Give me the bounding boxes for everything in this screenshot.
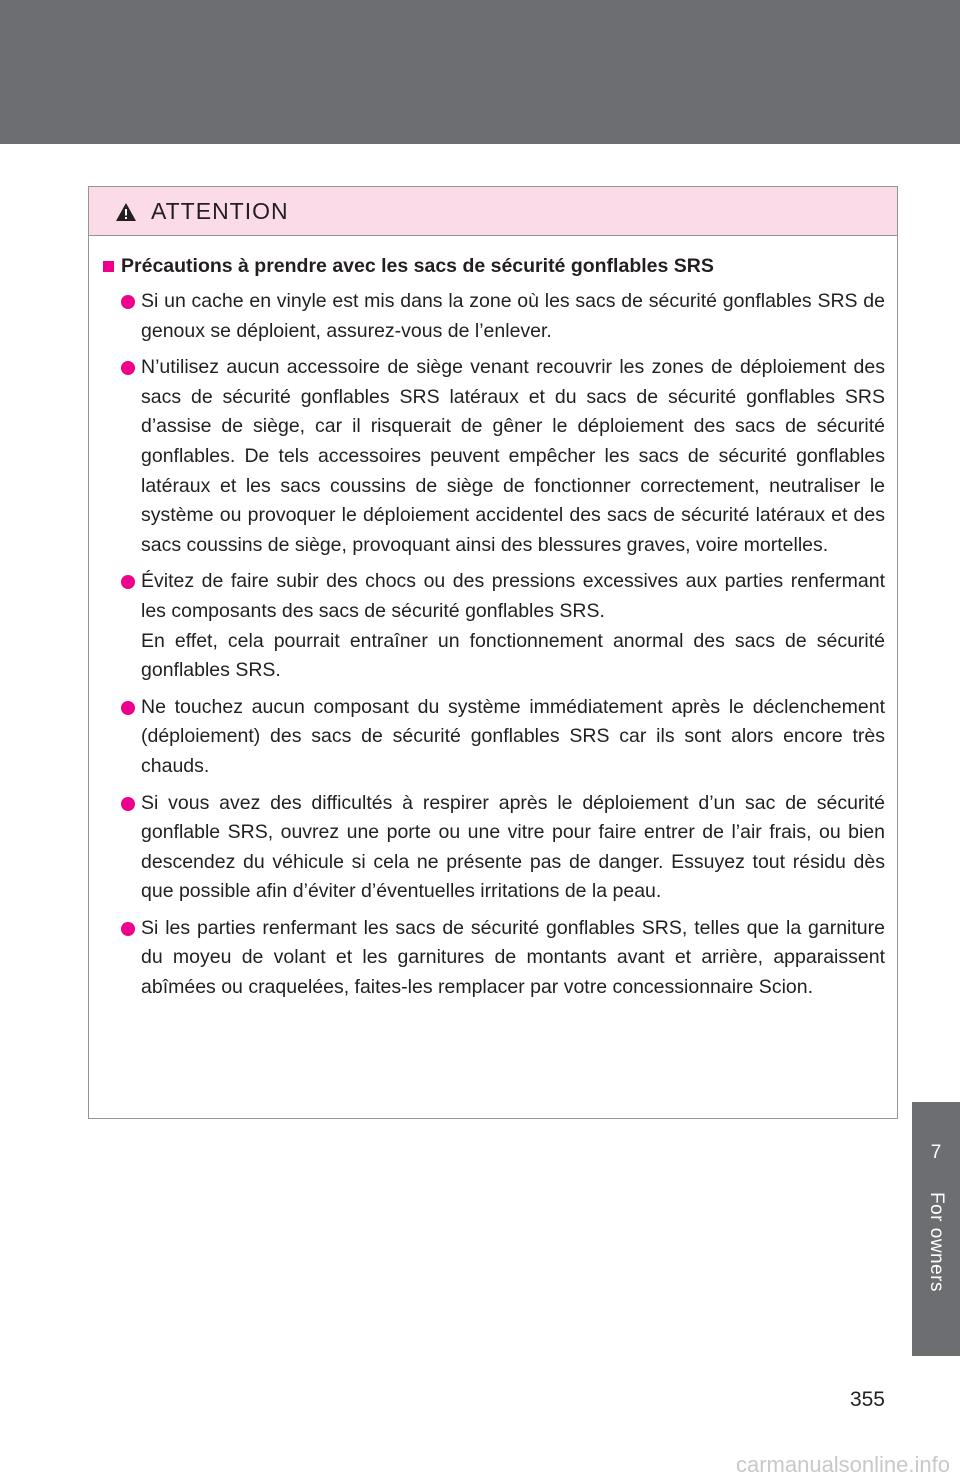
bullet-dot-icon <box>121 575 135 589</box>
page-number: 355 <box>849 1388 885 1411</box>
chapter-label: For owners <box>926 1191 947 1293</box>
bullet-item <box>103 287 885 346</box>
bullet-text: Si un cache en vinyle est mis dans la zone où les sacs de sécurité gonflables SRS de genoux se déploient, assurez-vous de l’enlever. <box>141 290 885 342</box>
square-bullet-icon <box>103 261 114 272</box>
chapter-number: 7 <box>930 1142 942 1163</box>
attention-title: ATTENTION <box>151 197 289 224</box>
attention-body <box>89 236 897 1003</box>
bullet-text: Évitez de faire subir des chocs ou des pressions excessives aux parties renfermant les composants des sacs de sécurité gonflables SRS. <box>141 570 885 622</box>
bullet-item <box>103 789 885 907</box>
warning-triangle-icon <box>115 202 137 222</box>
bullet-dot-icon <box>121 701 135 715</box>
bullet-dot-icon <box>121 922 135 936</box>
bullet-dot-icon <box>121 361 135 375</box>
bullet-text: Si les parties renfermant les sacs de sécurité gonflables SRS, telles que la garniture du moyeu de volant et les garnitures de montants avant et arrière, apparaissent abîmées ou craquelées, faites-les remplacer par votre concessionnaire Scion. <box>141 916 885 999</box>
bullet-dot-icon <box>121 797 135 811</box>
bullet-item <box>103 693 885 782</box>
bullet-text: Ne touchez aucun composant du système immédiatement après le déclenchement (déploiement) des sacs de sécurité gonflables SRS car ils sont alors encore très chauds. <box>141 695 885 777</box>
section-heading-text: Précautions à prendre avec les sacs de sécurité gonflables SRS <box>121 255 714 277</box>
chapter-tab[interactable] <box>912 1102 960 1356</box>
bullet-item <box>103 567 885 685</box>
watermark: carmanualsonline.info <box>735 1452 950 1477</box>
bullet-text: Si vous avez des difficultés à respirer après le déploiement d’un sac de sécurité gonflable SRS, ouvrez une porte ou une vitre pour faire entrer de l’air frais, ou bien descendez du véhicule si cela ne présente pas de danger. Essuyez tout résidu dès que possible afin d’éviter d’éventuelles irritations de la peau. <box>141 791 885 903</box>
bullet-item <box>103 353 885 560</box>
section-heading <box>103 252 885 281</box>
bullet-text: En effet, cela pourrait entraîner un fonctionnement anormal des sacs de sécurité gonflables SRS. <box>141 629 885 682</box>
bullet-dot-icon <box>121 295 135 309</box>
bullet-item <box>103 914 885 1003</box>
bullet-list <box>103 287 885 1003</box>
top-band <box>0 0 960 144</box>
attention-box <box>88 186 898 1119</box>
bullet-text: N’utilisez aucun accessoire de siège venant recouvrir les zones de déploiement des sacs de sécurité gonflables SRS latéraux et du sacs de sécurité gonflables SRS d’assise de siège, car il risquerait de gêner le déploiement des sacs de sécurité gonflables. De tels accessoires peuvent empêcher les sacs de sécurité gonflables latéraux et les sacs coussins de siège de fonctionner correctement, neutraliser le système ou provoquer le déploiement accidentel des sacs de sécurité latéraux et des sacs coussins de siège, provoquant ainsi des blessures graves, voire mortelles. <box>141 356 885 556</box>
attention-header <box>89 187 897 236</box>
